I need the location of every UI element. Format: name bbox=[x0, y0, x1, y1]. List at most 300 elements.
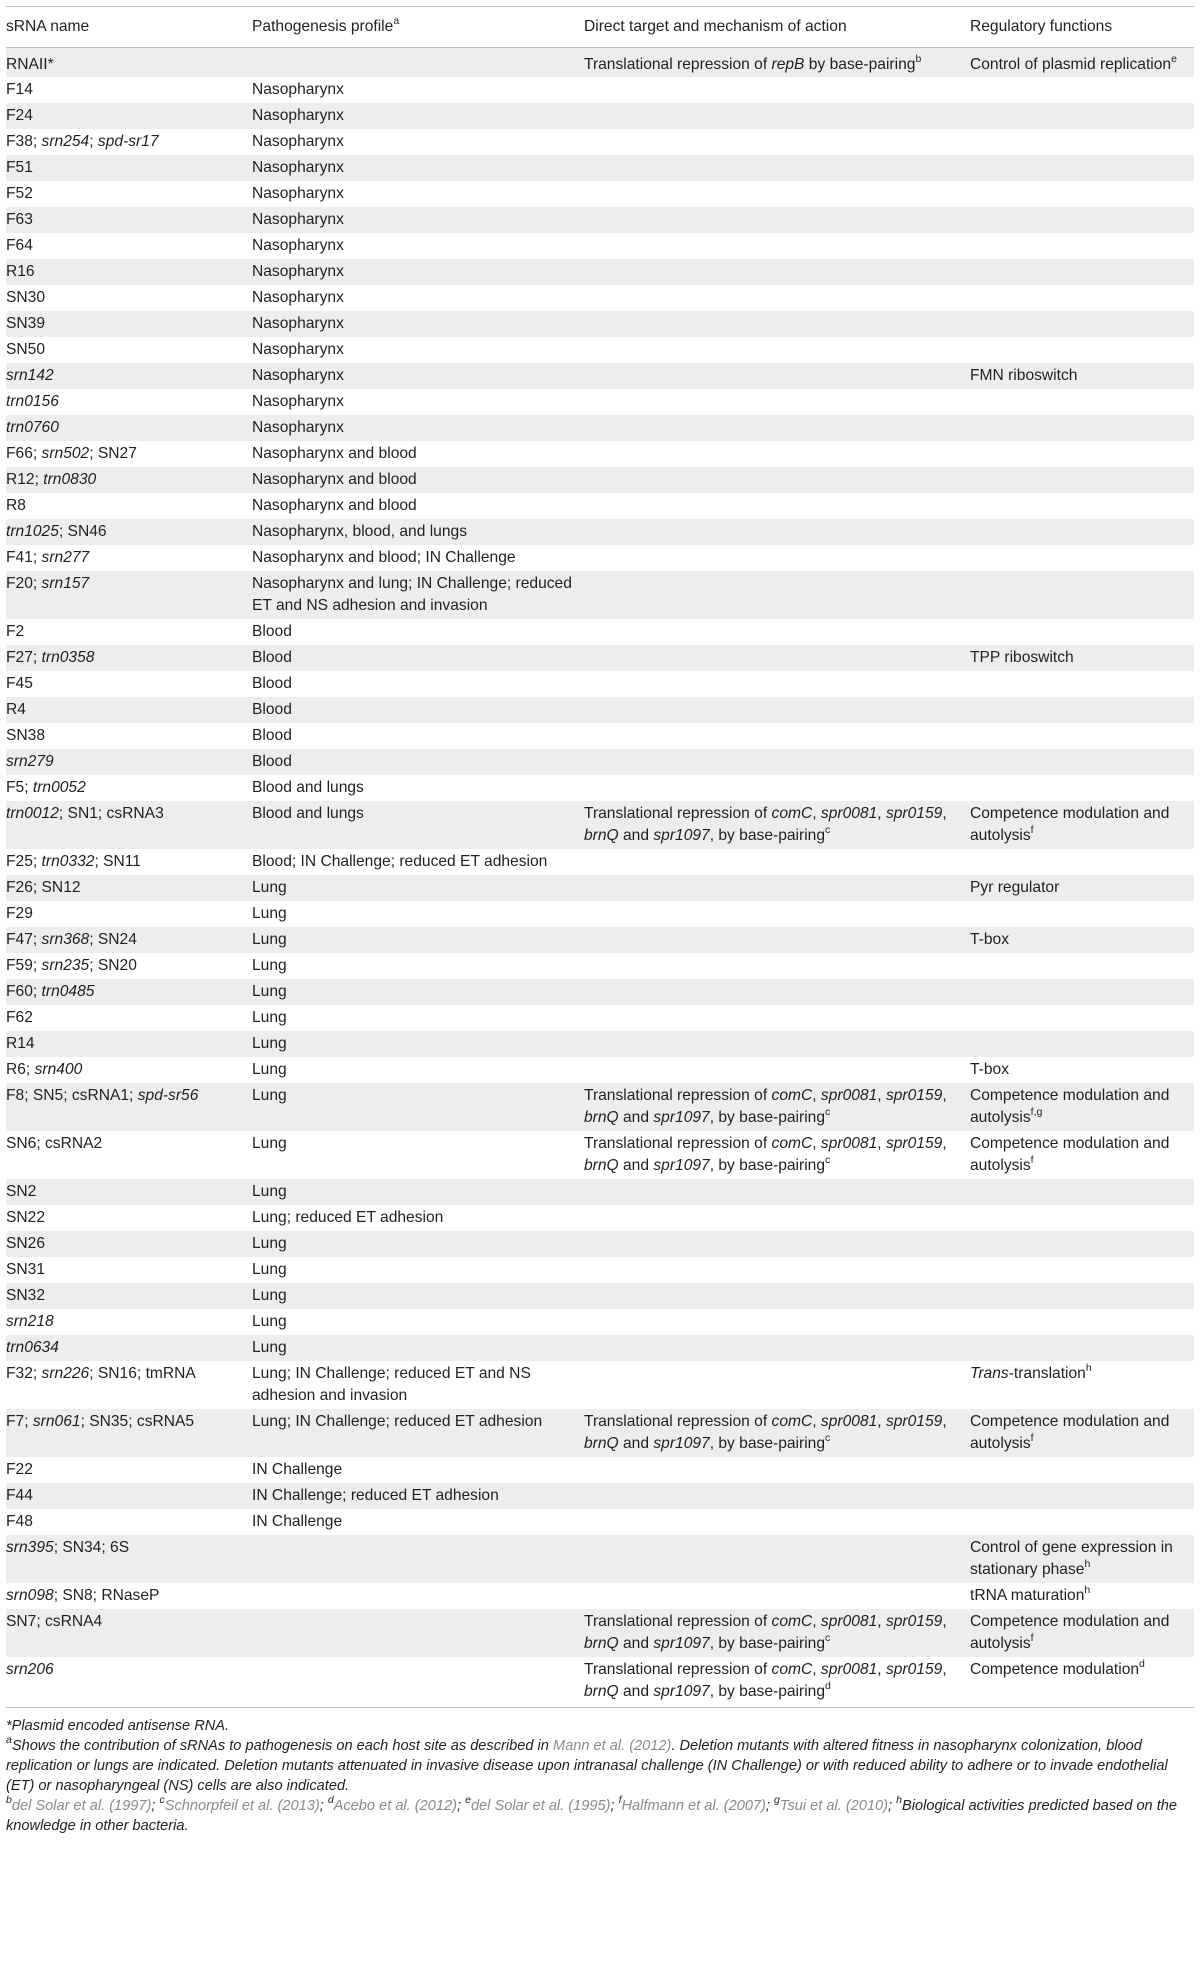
cell-text: Competence modulation bbox=[970, 1661, 1140, 1678]
cell-text: , bbox=[812, 1413, 821, 1430]
cell-text: T-box bbox=[970, 1061, 1009, 1078]
srna-name-cell bbox=[6, 671, 252, 697]
cell-text: and bbox=[618, 1109, 654, 1126]
regulatory-functions-cell bbox=[970, 311, 1194, 337]
cell-text: spr0081 bbox=[820, 805, 878, 822]
regulatory-functions-cell bbox=[970, 129, 1194, 155]
regulatory-functions-cell bbox=[970, 441, 1194, 467]
cell-text: Blood bbox=[252, 727, 292, 744]
direct-target-cell bbox=[584, 48, 970, 78]
cell-text: srn400 bbox=[34, 1061, 83, 1078]
cell-text: trn0485 bbox=[41, 983, 95, 1000]
cell-text: spr0159 bbox=[885, 805, 943, 822]
cell-text: Lung bbox=[252, 1313, 287, 1330]
footnote-marker: d bbox=[1139, 1657, 1145, 1670]
regulatory-functions-cell bbox=[970, 337, 1194, 363]
cell-text: , bbox=[812, 805, 821, 822]
cell-text: Blood bbox=[252, 753, 292, 770]
table-row bbox=[6, 519, 1194, 545]
cell-text: , bbox=[877, 805, 886, 822]
pathogenesis-profile-cell bbox=[252, 519, 584, 545]
footnote-marker: c bbox=[825, 1153, 831, 1166]
table-header bbox=[6, 7, 1194, 48]
cell-text: Blood and lungs bbox=[252, 805, 364, 822]
srna-name-cell bbox=[6, 207, 252, 233]
header-pathogenesis-profile-text: Pathogenesis profile bbox=[252, 18, 394, 35]
cell-text: spd-sr56 bbox=[137, 1087, 199, 1104]
srna-name-cell bbox=[6, 749, 252, 775]
pathogenesis-profile-cell bbox=[252, 801, 584, 849]
direct-target-cell bbox=[584, 749, 970, 775]
cell-text: , by base-pairing bbox=[709, 827, 826, 844]
cell-text: SN22 bbox=[6, 1209, 46, 1226]
direct-target-cell bbox=[584, 1483, 970, 1509]
cell-text: ; SN1; csRNA3 bbox=[58, 805, 164, 822]
table-body bbox=[6, 48, 1194, 1708]
table-row bbox=[6, 311, 1194, 337]
regulatory-functions-cell bbox=[970, 1309, 1194, 1335]
cell-text: spr0081 bbox=[820, 1135, 878, 1152]
pathogenesis-profile-cell bbox=[252, 1583, 584, 1609]
srna-name-cell bbox=[6, 979, 252, 1005]
table-row bbox=[6, 1083, 1194, 1131]
citation-text: del Solar et al. (1995) bbox=[470, 1798, 611, 1814]
regulatory-functions-cell bbox=[970, 1535, 1194, 1583]
cell-text: Blood and lungs bbox=[252, 779, 364, 796]
cell-text: brnQ bbox=[584, 1635, 619, 1652]
table-row bbox=[6, 389, 1194, 415]
table-row bbox=[6, 467, 1194, 493]
cell-text: Lung; reduced ET adhesion bbox=[252, 1209, 444, 1226]
regulatory-functions-cell bbox=[970, 1283, 1194, 1309]
regulatory-functions-cell bbox=[970, 1131, 1194, 1179]
cell-text: trn1025 bbox=[6, 523, 59, 540]
cell-text: SN26 bbox=[6, 1235, 46, 1252]
cell-text: Lung bbox=[252, 1235, 287, 1252]
cell-text: Blood bbox=[252, 623, 292, 640]
cell-text: Blood; IN Challenge; reduced ET adhesion bbox=[252, 853, 548, 870]
footnote-marker: f bbox=[1030, 823, 1034, 836]
cell-text: SN30 bbox=[6, 289, 46, 306]
srna-name-cell bbox=[6, 545, 252, 571]
table-row bbox=[6, 1509, 1194, 1535]
cell-text: brnQ bbox=[584, 1683, 619, 1700]
cell-text: repB bbox=[771, 56, 805, 73]
cell-text: comC bbox=[771, 805, 813, 822]
table-row bbox=[6, 1231, 1194, 1257]
cell-text: Trans bbox=[970, 1365, 1009, 1382]
pathogenesis-profile-cell bbox=[252, 775, 584, 801]
footnote-marker: g bbox=[774, 1794, 780, 1807]
table-row bbox=[6, 77, 1194, 103]
srna-name-cell bbox=[6, 1535, 252, 1583]
direct-target-cell bbox=[584, 77, 970, 103]
cell-text: RNAII bbox=[6, 56, 48, 73]
cell-text: Nasopharynx and blood; IN Challenge bbox=[252, 549, 516, 566]
cell-text: TPP riboswitch bbox=[970, 649, 1074, 666]
pathogenesis-profile-cell bbox=[252, 953, 584, 979]
srna-name-cell bbox=[6, 1005, 252, 1031]
cell-text: Nasopharynx bbox=[252, 367, 344, 384]
direct-target-cell bbox=[584, 1335, 970, 1361]
table-row bbox=[6, 155, 1194, 181]
cell-text: srn206 bbox=[6, 1661, 54, 1678]
regulatory-functions-cell bbox=[970, 1057, 1194, 1083]
pathogenesis-profile-cell bbox=[252, 545, 584, 571]
pathogenesis-profile-cell bbox=[252, 1057, 584, 1083]
pathogenesis-profile-cell bbox=[252, 1361, 584, 1409]
cell-text: Pyr regulator bbox=[970, 879, 1060, 896]
cell-text: SN2 bbox=[6, 1183, 37, 1200]
cell-text: comC bbox=[771, 1613, 813, 1630]
pathogenesis-profile-cell bbox=[252, 1657, 584, 1708]
pathogenesis-profile-cell bbox=[252, 441, 584, 467]
table-row bbox=[6, 1609, 1194, 1657]
regulatory-functions-cell bbox=[970, 1257, 1194, 1283]
srna-name-cell bbox=[6, 1179, 252, 1205]
cell-text: , bbox=[942, 1087, 947, 1104]
table-row bbox=[6, 337, 1194, 363]
pathogenesis-profile-cell bbox=[252, 1257, 584, 1283]
srna-name-cell bbox=[6, 1031, 252, 1057]
cell-text: Nasopharynx and blood bbox=[252, 497, 417, 514]
direct-target-cell bbox=[584, 1657, 970, 1708]
srna-name-cell bbox=[6, 441, 252, 467]
table-row bbox=[6, 1483, 1194, 1509]
cell-text: srn254 bbox=[41, 133, 90, 150]
cell-text: trn0052 bbox=[32, 779, 86, 796]
cell-text: , by base-pairing bbox=[709, 1635, 826, 1652]
cell-text: Nasopharynx bbox=[252, 419, 344, 436]
srna-name-cell bbox=[6, 259, 252, 285]
pathogenesis-profile-cell bbox=[252, 285, 584, 311]
regulatory-functions-cell bbox=[970, 875, 1194, 901]
cell-text: , bbox=[942, 805, 947, 822]
direct-target-cell bbox=[584, 1409, 970, 1457]
cell-text: trn0760 bbox=[6, 419, 59, 436]
direct-target-cell bbox=[584, 723, 970, 749]
direct-target-cell bbox=[584, 979, 970, 1005]
srna-name-cell bbox=[6, 1283, 252, 1309]
srna-name-cell bbox=[6, 571, 252, 619]
cell-text: Nasopharynx bbox=[252, 159, 344, 176]
cell-text: F64 bbox=[6, 237, 33, 254]
cell-text: Nasopharynx bbox=[252, 81, 344, 98]
table-row bbox=[6, 927, 1194, 953]
cell-text: FMN riboswitch bbox=[970, 367, 1078, 384]
table-row bbox=[6, 181, 1194, 207]
header-srna-name-text: sRNA name bbox=[6, 18, 90, 35]
regulatory-functions-cell bbox=[970, 571, 1194, 619]
pathogenesis-profile-cell bbox=[252, 311, 584, 337]
srna-name-cell bbox=[6, 901, 252, 927]
pathogenesis-profile-cell bbox=[252, 493, 584, 519]
cell-text: spr0159 bbox=[885, 1613, 943, 1630]
regulatory-functions-cell bbox=[970, 1361, 1194, 1409]
cell-text: by base-pairing bbox=[804, 56, 916, 73]
pathogenesis-profile-cell bbox=[252, 389, 584, 415]
regulatory-functions-cell bbox=[970, 801, 1194, 849]
cell-text: Lung bbox=[252, 1339, 287, 1356]
direct-target-cell bbox=[584, 1005, 970, 1031]
footnote bbox=[6, 1716, 1194, 1736]
direct-target-cell bbox=[584, 1509, 970, 1535]
cell-text: srn142 bbox=[6, 367, 54, 384]
regulatory-functions-cell bbox=[970, 849, 1194, 875]
direct-target-cell bbox=[584, 363, 970, 389]
srna-name-cell bbox=[6, 1509, 252, 1535]
srna-name-cell bbox=[6, 697, 252, 723]
cell-text: Nasopharynx and blood bbox=[252, 471, 417, 488]
cell-text: SN6; csRNA2 bbox=[6, 1135, 103, 1152]
cell-text: ; bbox=[151, 1798, 160, 1814]
table-row bbox=[6, 1205, 1194, 1231]
citation-text: Acebo et al. (2012) bbox=[333, 1798, 457, 1814]
cell-text: Nasopharynx bbox=[252, 393, 344, 410]
pathogenesis-profile-cell bbox=[252, 181, 584, 207]
pathogenesis-profile-cell bbox=[252, 1409, 584, 1457]
cell-text: comC bbox=[771, 1135, 813, 1152]
direct-target-cell bbox=[584, 181, 970, 207]
srna-name-cell bbox=[6, 1205, 252, 1231]
cell-text: ; bbox=[456, 1798, 466, 1814]
cell-text: SN31 bbox=[6, 1261, 46, 1278]
direct-target-cell bbox=[584, 1361, 970, 1409]
direct-target-cell bbox=[584, 1609, 970, 1657]
cell-text: Lung bbox=[252, 905, 287, 922]
cell-text: F63 bbox=[6, 211, 33, 228]
footnote-marker: f bbox=[618, 1794, 622, 1807]
cell-text: F26; SN12 bbox=[6, 879, 81, 896]
pathogenesis-profile-cell bbox=[252, 723, 584, 749]
footnote-marker: h bbox=[1085, 1361, 1092, 1374]
cell-text: Competence modulation and autolysis bbox=[970, 1413, 1170, 1452]
direct-target-cell bbox=[584, 1205, 970, 1231]
srna-name-cell bbox=[6, 1057, 252, 1083]
regulatory-functions-cell bbox=[970, 389, 1194, 415]
citation-text: del Solar et al. (1997) bbox=[11, 1798, 152, 1814]
cell-text: Blood bbox=[252, 649, 292, 666]
cell-text: spr0159 bbox=[885, 1087, 943, 1104]
srna-name-cell bbox=[6, 155, 252, 181]
direct-target-cell bbox=[584, 1031, 970, 1057]
regulatory-functions-cell bbox=[970, 155, 1194, 181]
regulatory-functions-cell bbox=[970, 671, 1194, 697]
cell-text: ; SN8; RNaseP bbox=[53, 1587, 160, 1604]
table-row bbox=[6, 749, 1194, 775]
cell-text: ; bbox=[89, 133, 98, 150]
srna-name-cell bbox=[6, 1583, 252, 1609]
cell-text: Blood bbox=[252, 701, 292, 718]
pathogenesis-profile-cell bbox=[252, 927, 584, 953]
pathogenesis-profile-cell bbox=[252, 875, 584, 901]
regulatory-functions-cell bbox=[970, 363, 1194, 389]
cell-text: , bbox=[877, 1661, 886, 1678]
regulatory-functions-cell bbox=[970, 181, 1194, 207]
cell-text: T-box bbox=[970, 931, 1009, 948]
pathogenesis-profile-cell bbox=[252, 1083, 584, 1131]
srna-name-cell bbox=[6, 129, 252, 155]
cell-text: , bbox=[877, 1087, 886, 1104]
regulatory-functions-cell bbox=[970, 1609, 1194, 1657]
pathogenesis-profile-cell bbox=[252, 1179, 584, 1205]
footnote-marker: a bbox=[6, 1734, 12, 1747]
cell-text: F5; bbox=[6, 779, 33, 796]
cell-text: F62 bbox=[6, 1009, 33, 1026]
cell-text: F20; bbox=[6, 575, 42, 592]
srna-name-cell bbox=[6, 775, 252, 801]
cell-text: srn502 bbox=[41, 445, 90, 462]
srna-name-cell bbox=[6, 645, 252, 671]
cell-text: F22 bbox=[6, 1461, 33, 1478]
cell-text: Lung bbox=[252, 957, 287, 974]
footnote-marker: d bbox=[327, 1794, 334, 1807]
regulatory-functions-cell bbox=[970, 1657, 1194, 1708]
pathogenesis-profile-cell bbox=[252, 1031, 584, 1057]
footnote-marker: h bbox=[896, 1794, 902, 1807]
direct-target-cell bbox=[584, 619, 970, 645]
footnote-marker: c bbox=[825, 823, 831, 836]
regulatory-functions-cell bbox=[970, 493, 1194, 519]
srna-name-cell bbox=[6, 619, 252, 645]
srna-name-cell bbox=[6, 1457, 252, 1483]
regulatory-functions-cell bbox=[970, 415, 1194, 441]
cell-text: ; bbox=[765, 1798, 775, 1814]
direct-target-cell bbox=[584, 801, 970, 849]
cell-text: ; bbox=[888, 1798, 897, 1814]
srna-name-cell bbox=[6, 467, 252, 493]
cell-text: , bbox=[877, 1135, 886, 1152]
regulatory-functions-cell bbox=[970, 259, 1194, 285]
cell-text: srn395 bbox=[6, 1539, 54, 1556]
pathogenesis-profile-cell bbox=[252, 1483, 584, 1509]
cell-text: SN7; csRNA4 bbox=[6, 1613, 103, 1630]
cell-text: , bbox=[812, 1613, 821, 1630]
srna-name-cell bbox=[6, 1609, 252, 1657]
citation-text: Tsui et al. (2010) bbox=[779, 1798, 889, 1814]
srna-name-cell bbox=[6, 1131, 252, 1179]
regulatory-functions-cell bbox=[970, 901, 1194, 927]
srna-name-cell bbox=[6, 1335, 252, 1361]
direct-target-cell bbox=[584, 927, 970, 953]
table-row bbox=[6, 671, 1194, 697]
cell-text: IN Challenge bbox=[252, 1513, 343, 1530]
pathogenesis-profile-cell bbox=[252, 645, 584, 671]
cell-text: Lung bbox=[252, 1035, 287, 1052]
srna-name-cell bbox=[6, 415, 252, 441]
cell-text: spr1097 bbox=[653, 827, 710, 844]
pathogenesis-profile-cell bbox=[252, 129, 584, 155]
cell-text: spr0159 bbox=[885, 1135, 943, 1152]
table-row bbox=[6, 415, 1194, 441]
cell-text: Lung bbox=[252, 1061, 287, 1078]
cell-text: ; bbox=[610, 1798, 619, 1814]
cell-text: , bbox=[942, 1135, 947, 1152]
cell-text: spr1097 bbox=[653, 1635, 710, 1652]
direct-target-cell bbox=[584, 1283, 970, 1309]
cell-text: Lung bbox=[252, 879, 287, 896]
cell-text: brnQ bbox=[584, 1109, 619, 1126]
direct-target-cell bbox=[584, 103, 970, 129]
table-row bbox=[6, 103, 1194, 129]
pathogenesis-profile-cell bbox=[252, 619, 584, 645]
direct-target-cell bbox=[584, 493, 970, 519]
cell-text: brnQ bbox=[584, 1157, 619, 1174]
regulatory-functions-cell bbox=[970, 1205, 1194, 1231]
pathogenesis-profile-cell bbox=[252, 1005, 584, 1031]
cell-text: R8 bbox=[6, 497, 26, 514]
table-row bbox=[6, 1005, 1194, 1031]
direct-target-cell bbox=[584, 1057, 970, 1083]
direct-target-cell bbox=[584, 1583, 970, 1609]
cell-text: srn279 bbox=[6, 753, 54, 770]
direct-target-cell bbox=[584, 645, 970, 671]
cell-text: Competence modulation and autolysis bbox=[970, 805, 1170, 844]
cell-text: , by base-pairing bbox=[709, 1435, 826, 1452]
table-row bbox=[6, 571, 1194, 619]
cell-text: F60; bbox=[6, 983, 42, 1000]
footnote-marker: f bbox=[1030, 1631, 1034, 1644]
table-row bbox=[6, 1657, 1194, 1708]
regulatory-functions-cell bbox=[970, 207, 1194, 233]
srna-name-cell bbox=[6, 48, 252, 78]
cell-text: Nasopharynx and blood bbox=[252, 445, 417, 462]
table-row bbox=[6, 1057, 1194, 1083]
cell-text: SN38 bbox=[6, 727, 46, 744]
direct-target-cell bbox=[584, 337, 970, 363]
cell-text: Competence modulation and autolysis bbox=[970, 1087, 1170, 1126]
cell-text: tRNA maturation bbox=[970, 1587, 1085, 1604]
footnote-marker: h bbox=[1084, 1557, 1091, 1570]
cell-text: SN39 bbox=[6, 315, 46, 332]
regulatory-functions-cell bbox=[970, 979, 1194, 1005]
table-row bbox=[6, 875, 1194, 901]
pathogenesis-profile-cell bbox=[252, 979, 584, 1005]
cell-text: Nasopharynx bbox=[252, 341, 344, 358]
cell-text: F52 bbox=[6, 185, 33, 202]
cell-text: Competence modulation and autolysis bbox=[970, 1613, 1170, 1652]
table-row bbox=[6, 849, 1194, 875]
table-row bbox=[6, 645, 1194, 671]
regulatory-functions-cell bbox=[970, 48, 1194, 78]
cell-text: Translational repression of bbox=[584, 805, 772, 822]
cell-text: Translational repression of bbox=[584, 1087, 772, 1104]
srna-name-cell bbox=[6, 1409, 252, 1457]
direct-target-cell bbox=[584, 311, 970, 337]
header-srna-name bbox=[6, 7, 252, 48]
regulatory-functions-cell bbox=[970, 233, 1194, 259]
cell-text: Lung bbox=[252, 1135, 287, 1152]
table-row bbox=[6, 363, 1194, 389]
direct-target-cell bbox=[584, 1179, 970, 1205]
pathogenesis-profile-cell bbox=[252, 207, 584, 233]
regulatory-functions-cell bbox=[970, 1005, 1194, 1031]
cell-text: ; SN27 bbox=[89, 445, 137, 462]
pathogenesis-profile-cell bbox=[252, 467, 584, 493]
cell-text: spr0159 bbox=[885, 1413, 943, 1430]
cell-text: Lung bbox=[252, 1183, 287, 1200]
cell-text: Translational repression of bbox=[584, 1413, 772, 1430]
footnote bbox=[6, 1736, 1194, 1796]
cell-text: , bbox=[942, 1661, 947, 1678]
pathogenesis-profile-cell bbox=[252, 1205, 584, 1231]
footnote bbox=[6, 1796, 1194, 1836]
cell-text: , by base-pairing bbox=[709, 1157, 826, 1174]
cell-text: Lung bbox=[252, 1287, 287, 1304]
srna-name-cell bbox=[6, 723, 252, 749]
regulatory-functions-cell bbox=[970, 645, 1194, 671]
pathogenesis-profile-cell bbox=[252, 1309, 584, 1335]
